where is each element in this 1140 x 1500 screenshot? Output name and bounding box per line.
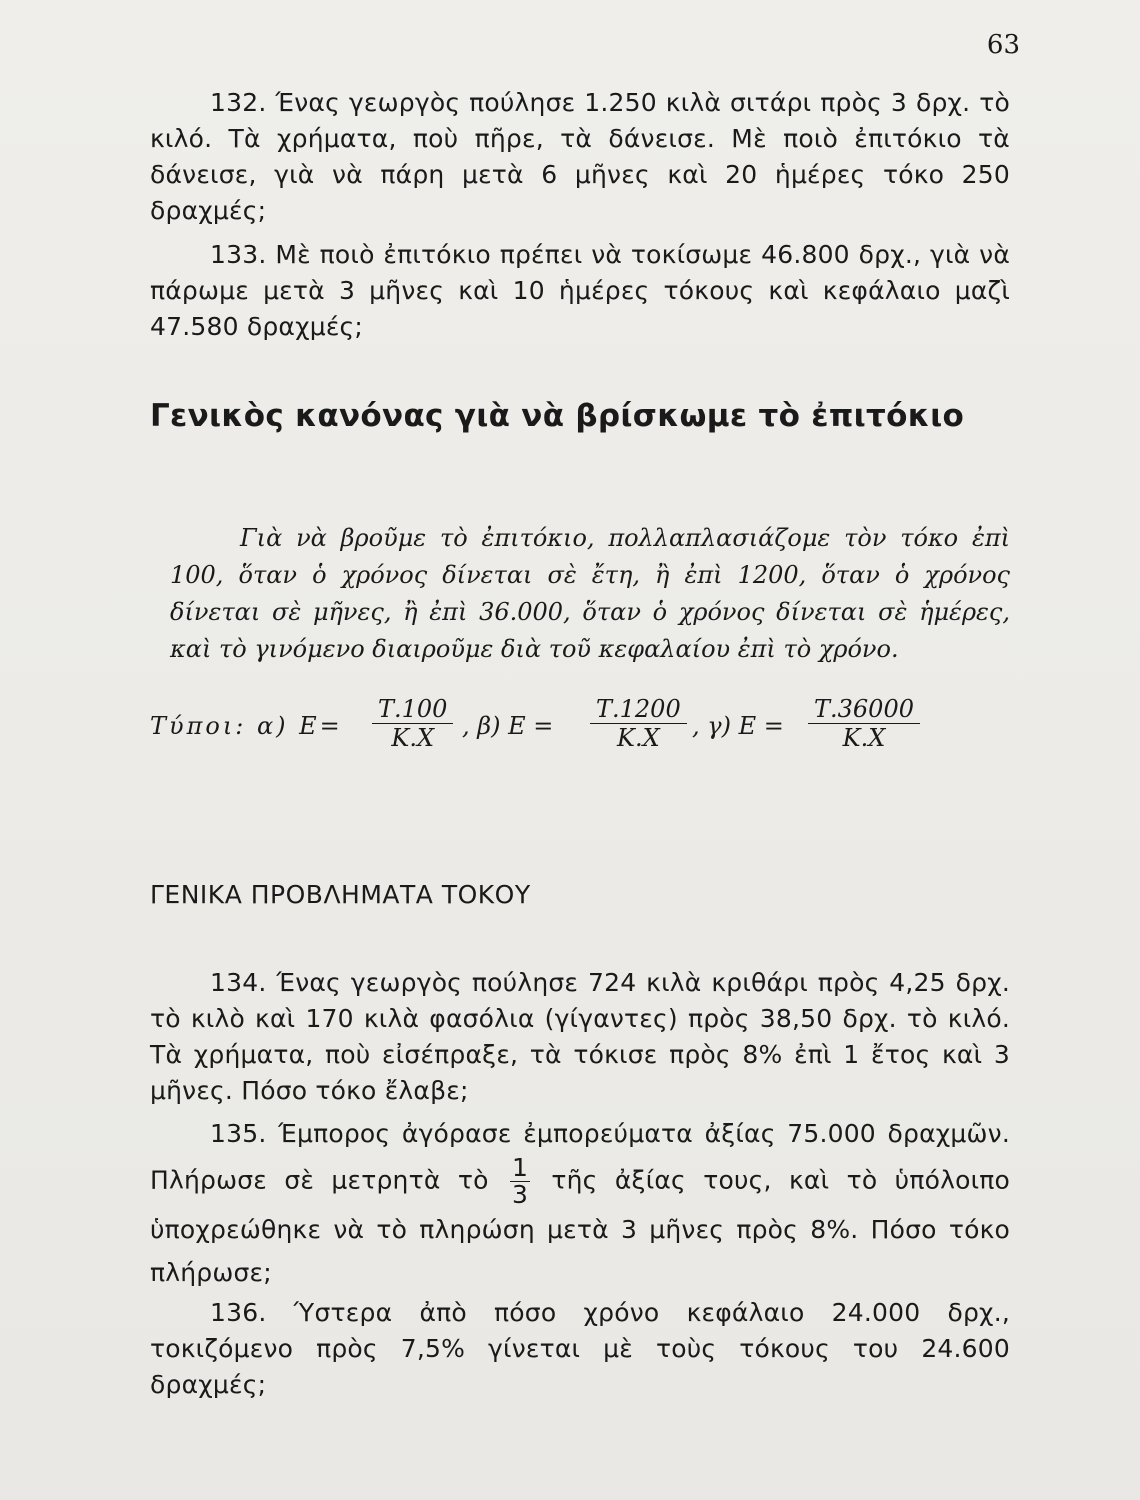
formula-c-denominator: Κ.Χ — [842, 724, 886, 752]
formulas — [150, 695, 1010, 765]
problem-text-before: Έμπορος ἀγόρασε ἐμπορεύματα ἀξίας 75.000 δραχμῶν. Πλήρωσε σὲ μετρητὰ τὸ — [150, 1119, 1010, 1195]
formula-label: Τύποι: α) Ε= — [150, 712, 343, 740]
section-heading: Γενικὸς κανόνας γιὰ νὰ βρίσκωμε τὸ ἐπιτόκιο — [150, 398, 965, 434]
problem-text: Ένας γεωργὸς πούλησε 724 κιλὰ κριθάρι πρὸς 4,25 δρχ. τὸ κιλὸ καὶ 170 κιλὰ φασόλια (γίγαντες) πρὸς 38,50 δρχ. τὸ κιλό. Τὰ χρήματα, ποὺ εἰσέπραξε, τὰ τόκισε πρὸς 8% ἐπὶ 1 ἔτος καὶ 3 μῆνες. Πόσο τόκο ἔλαβε; — [150, 968, 1010, 1105]
formula-a-numerator: Τ.100 — [372, 695, 453, 724]
formula-b-denominator: Κ.Χ — [617, 724, 660, 752]
formula-a-denominator: Κ.Χ — [391, 724, 435, 752]
problem-133 — [150, 237, 1010, 345]
formula-b-numerator: Τ.1200 — [590, 695, 687, 724]
problem-text: Ένας γεωργὸς πούλησε 1.250 κιλὰ σιτάρι πρὸς 3 δρχ. τὸ κιλό. Τὰ χρήματα, ποὺ πῆρε, τὰ δάνεισε. Μὲ ποιὸ ἐπιτόκιο τὰ δάνεισε, γιὰ νὰ πάρη μετὰ 6 μῆνες καὶ 20 ἡμέρες τόκο 250 δραχμές; — [150, 88, 1010, 225]
problem-number: 134. — [210, 968, 267, 997]
problem-number: 132. — [210, 88, 267, 117]
formula-c-numerator: Τ.36000 — [808, 695, 920, 724]
problem-number: 135. — [210, 1119, 267, 1148]
formula-c-fraction — [808, 695, 920, 752]
problem-text-after: τῆς ἀξίας τους, καὶ τὸ ὑπόλοιπο ὑποχρεώθηκε νὰ τὸ πληρώση μετὰ 3 μῆνες πρὸς 8%. Πόσο τόκο πλήρωσε; — [150, 1165, 1010, 1287]
formula-a-fraction — [372, 695, 453, 752]
problem-number: 133. — [210, 240, 267, 269]
problem-132 — [150, 85, 1010, 229]
page-number: 63 — [986, 30, 1020, 60]
formula-b-fraction — [590, 695, 687, 752]
fraction-denominator: 3 — [511, 1180, 529, 1209]
one-third-fraction — [510, 1155, 530, 1208]
rule-text: Γιὰ νὰ βροῦμε τὸ ἐπιτόκιο, πολλαπλασιάζομε τὸν τόκο ἐπὶ 100, ὅταν ὁ χρόνος δίνεται σὲ ἔτη, ἢ ἐπὶ 1200, ὅταν ὁ χρόνος δίνεται σὲ μῆνες, ἢ ἐπὶ 36.000, ὅταν ὁ χρόνος δίνεται σὲ ἡμέρες, καὶ τὸ γινόμενο διαιροῦμε διὰ τοῦ κεφαλαίου ἐπὶ τὸ χρόνο. — [170, 524, 1010, 663]
formula-c-label: , γ) Ε = — [692, 712, 784, 740]
formula-b-label: , β) Ε = — [462, 712, 554, 740]
problem-text: Μὲ ποιὸ ἐπιτόκιο πρέπει νὰ τοκίσωμε 46.800 δρχ., γιὰ νὰ πάρωμε μετὰ 3 μῆνες καὶ 10 ἡμέρες τόκους καὶ κεφάλαιο μαζὶ 47.580 δραχμές; — [150, 240, 1011, 341]
problem-text: Ύστερα ἀπὸ πόσο χρόνο κεφάλαιο 24.000 δρχ., τοκιζόμενο πρὸς 7,5% γίνεται μὲ τοὺς τόκους του 24.600 δραχμές; — [150, 1298, 1010, 1399]
problem-135 — [150, 1112, 1010, 1294]
general-problems-heading: ΓΕΝΙΚΑ ΠΡΟΒΛΗΜΑΤΑ ΤΟΚΟΥ — [150, 880, 531, 909]
problem-134 — [150, 965, 1010, 1109]
fraction-numerator: 1 — [511, 1153, 529, 1182]
problem-136 — [150, 1295, 1010, 1403]
rule-box — [170, 520, 1010, 668]
problem-number: 136. — [210, 1298, 267, 1327]
